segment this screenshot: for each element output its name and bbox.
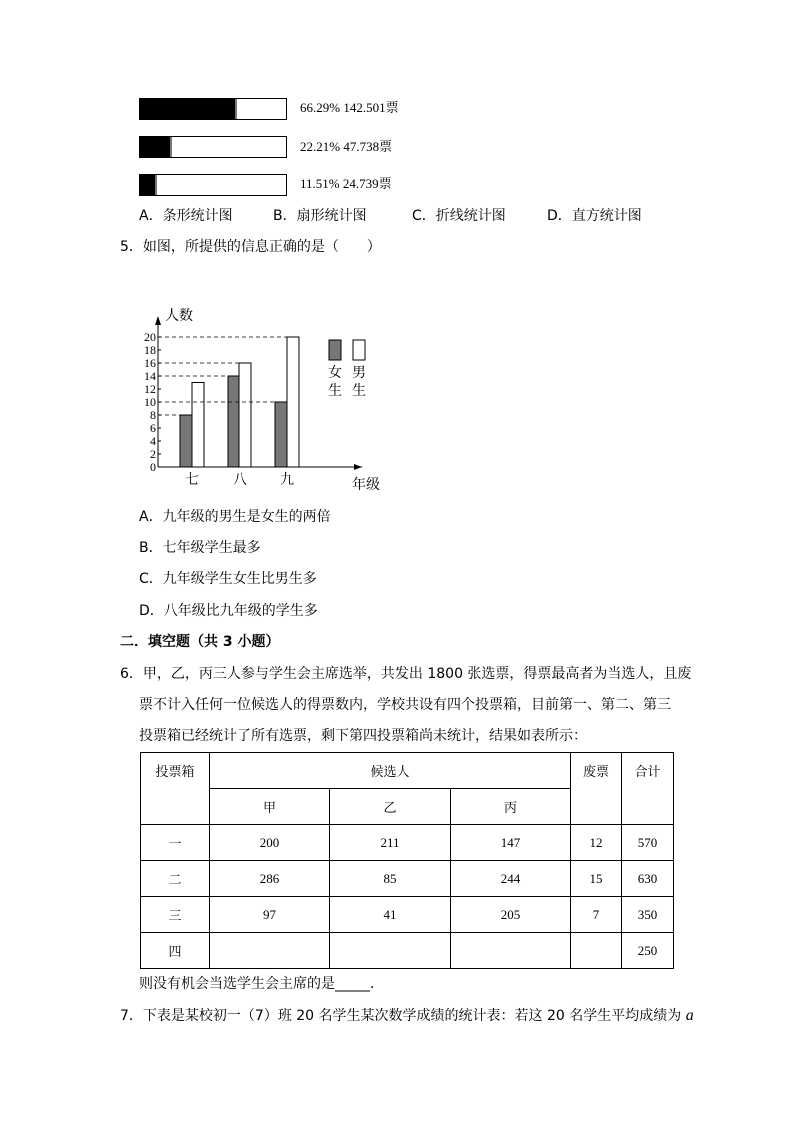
percent-bar-1 <box>139 98 287 120</box>
legend-label-char: 女 <box>328 365 342 381</box>
cell-b: 85 <box>330 861 451 897</box>
bar-girls <box>228 376 240 467</box>
q5-option-a: A．九年级的男生是女生的两倍 <box>139 509 331 525</box>
cell-a: 200 <box>210 825 330 861</box>
vote-table <box>140 752 674 969</box>
q5-stem: 5．如图，所提供的信息正确的是（ ） <box>120 239 381 255</box>
q6-after: 则没有机会当选学生会主席的是_____． <box>139 976 384 992</box>
cell-a <box>210 933 330 969</box>
percent-bar-fill <box>140 175 157 195</box>
q6-line-2: 票不计入任何一位候选人的得票数内，学校共设有四个投票箱，目前第一、第二、第三 <box>139 697 671 713</box>
percent-bar-fill <box>140 99 237 119</box>
y-tick-label: 20 <box>144 330 156 344</box>
legend-swatch-girls <box>329 340 341 360</box>
y-axis-arrow <box>155 316 161 325</box>
table-row <box>141 825 674 861</box>
q7-stem-text: 7．下表是某校初一（7）班 20 名学生某次数学成绩的统计表：若这 20 名学生平均成绩为 <box>120 1008 686 1024</box>
q4-option-d: D．直方统计图 <box>547 208 642 224</box>
cell-waste: 12 <box>571 825 622 861</box>
x-axis-label: 年级 <box>352 477 380 493</box>
legend-label-char: 生 <box>352 383 366 399</box>
q4-option-c: C．折线统计图 <box>412 208 506 224</box>
cell-total: 630 <box>622 861 674 897</box>
x-tick-label: 八 <box>233 472 247 488</box>
q5-option-c: C．九年级学生女生比男生多 <box>139 571 317 587</box>
y-tick-label: 2 <box>150 447 156 461</box>
header-total: 合计 <box>622 753 674 825</box>
y-tick-label: 10 <box>144 395 156 409</box>
header-cand-a: 甲 <box>210 789 330 825</box>
x-tick-label: 九 <box>280 472 294 488</box>
cell-box: 四 <box>141 933 210 969</box>
cell-box: 二 <box>141 861 210 897</box>
q6-line-1: 6．甲，乙，丙三人参与学生会主席选举，共发出 1800 张选票，得票最高者为当选人，且废 <box>120 666 692 682</box>
grade-bar-chart <box>140 300 400 500</box>
q7-stem <box>120 1007 694 1025</box>
y-tick-label: 14 <box>144 369 156 383</box>
table-row <box>141 861 674 897</box>
section-heading: 二．填空题（共 3 小题） <box>120 634 280 650</box>
cell-b: 41 <box>330 897 451 933</box>
legend-label-char: 男 <box>352 365 366 381</box>
cell-b: 211 <box>330 825 451 861</box>
q7-variable: a <box>685 1007 694 1024</box>
q4-option-a: A．条形统计图 <box>139 208 233 224</box>
y-tick-label: 12 <box>144 382 156 396</box>
bar-boys <box>239 363 251 467</box>
cell-total: 570 <box>622 825 674 861</box>
header-cand-c: 丙 <box>451 789 571 825</box>
cell-c: 244 <box>451 861 571 897</box>
header-cand-b: 乙 <box>330 789 451 825</box>
percent-bar-label: 11.51% 24.739票 <box>300 176 392 191</box>
legend-label-char: 生 <box>328 383 342 399</box>
cell-waste: 15 <box>571 861 622 897</box>
y-tick-label: 0 <box>150 460 156 474</box>
bar-boys <box>287 337 299 467</box>
percent-bar-fill <box>140 137 172 157</box>
header-candidates: 候选人 <box>210 753 571 789</box>
cell-waste <box>571 933 622 969</box>
bar-girls <box>180 415 192 467</box>
y-axis-label: 人数 <box>165 308 193 324</box>
cell-total: 250 <box>622 933 674 969</box>
y-tick-label: 4 <box>150 434 156 448</box>
y-tick-label: 8 <box>150 408 156 422</box>
q5-option-d: D．八年级比九年级的学生多 <box>139 603 318 619</box>
cell-a: 97 <box>210 897 330 933</box>
cell-c <box>451 933 571 969</box>
percent-bar-2 <box>139 136 287 158</box>
y-tick-label: 18 <box>144 343 156 357</box>
q4-option-b: B．扇形统计图 <box>273 208 367 224</box>
cell-c: 205 <box>451 897 571 933</box>
cell-box: 一 <box>141 825 210 861</box>
legend-swatch-boys <box>353 340 365 360</box>
y-tick-label: 6 <box>150 421 156 435</box>
header-box: 投票箱 <box>141 753 210 825</box>
q6-line-3: 投票箱已经统计了所有选票，剩下第四投票箱尚未统计，结果如表所示： <box>139 728 587 744</box>
percent-bar-3 <box>139 174 287 196</box>
cell-waste: 7 <box>571 897 622 933</box>
q5-option-b: B．七年级学生最多 <box>139 540 261 556</box>
table-row <box>141 933 674 969</box>
bar-boys <box>192 383 204 468</box>
x-tick-label: 七 <box>185 472 199 488</box>
percent-bar-label: 22.21% 47.738票 <box>300 139 393 154</box>
cell-box: 三 <box>141 897 210 933</box>
header-waste: 废票 <box>571 753 622 825</box>
table-row <box>141 897 674 933</box>
y-tick-label: 16 <box>144 356 156 370</box>
percent-bar-label: 66.29% 142.501票 <box>300 100 399 115</box>
cell-a: 286 <box>210 861 330 897</box>
cell-total: 350 <box>622 897 674 933</box>
cell-b <box>330 933 451 969</box>
x-axis-arrow <box>354 464 362 470</box>
cell-c: 147 <box>451 825 571 861</box>
bar-girls <box>275 402 287 467</box>
